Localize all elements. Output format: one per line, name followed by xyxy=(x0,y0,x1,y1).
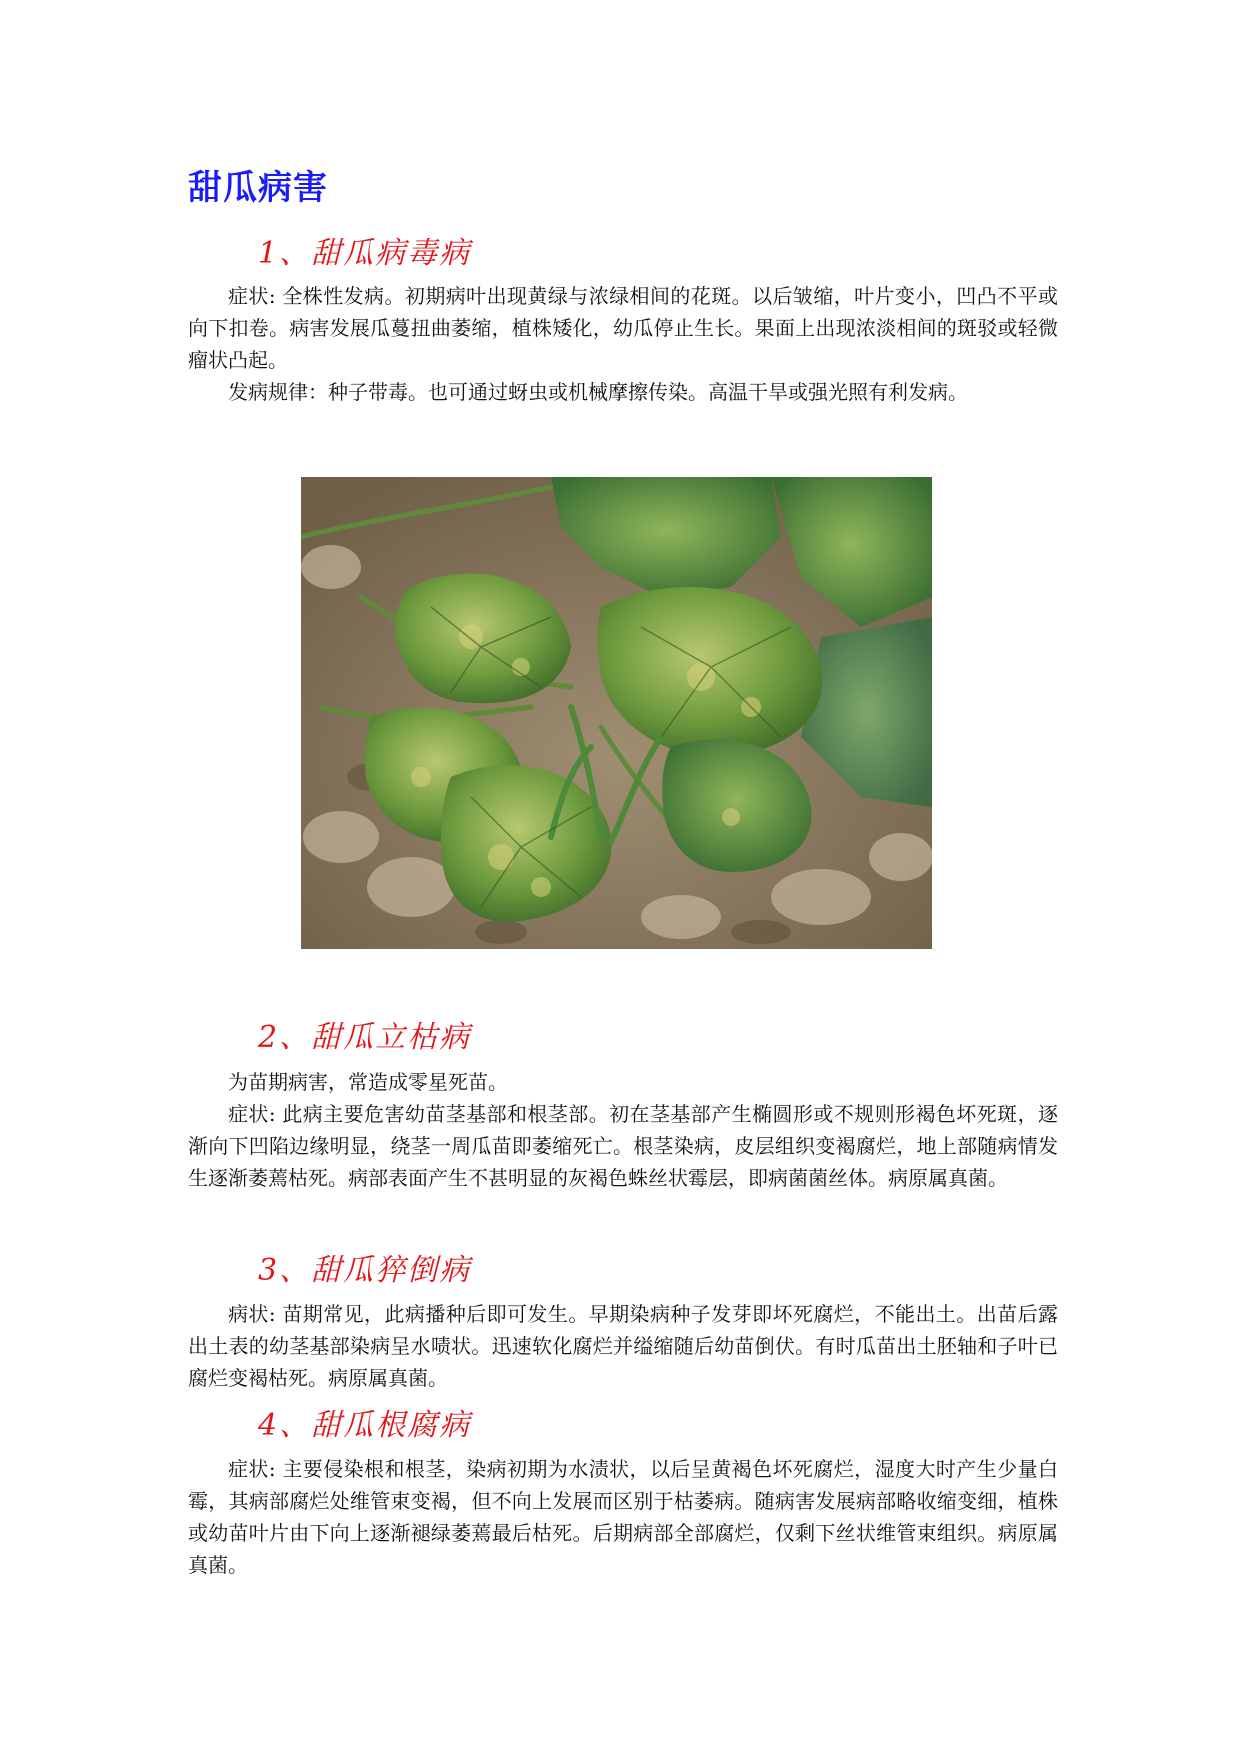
section-heading-root-rot: 4、甜瓜根腐病 xyxy=(258,1408,472,1443)
paragraph-rhizoctonia-symptoms: 症状: 此病主要危害幼苗茎基部和根茎部。初在茎基部产生椭圆形或不规则形褐色坏死斑，逐渐向下凹陷边缘明显，绕茎一周瓜苗即萎缩死亡。根茎染病，皮层组织变褐腐烂，地上部随病情发生逐渐萎蔫枯死。病部表面产生不甚明显的灰褐色蛛丝状霉层，即病菌菌丝体。病原属真菌。 xyxy=(188,1102,1058,1190)
paragraph-root-rot-symptoms: 症状: 主要侵染根和根茎，染病初期为水渍状，以后呈黄褐色坏死腐烂，湿度大时产生少量白霉，其病部腐烂处维管束变褐，但不向上发展而区别于枯萎病。随病害发展病部略收缩变细，植株或幼苗叶片由下向上逐渐褪绿萎蔫最后枯死。后期病部全部腐烂，仅剩下丝状维管束组织。病原属真菌。 xyxy=(188,1457,1058,1577)
paragraph-virus-symptoms: 症状: 全株性发病。初期病叶出现黄绿与浓绿相间的花斑。以后皱缩，叶片变小，凹凸不平或向下扣卷。病害发展瓜蔓扭曲萎缩，植株矮化，幼瓜停止生长。果面上出现浓淡相间的斑驳或轻微瘤状凸起。 xyxy=(188,284,1058,372)
melon-leaf-photo xyxy=(301,477,932,949)
section-heading-damping-rhizoctonia: 2、甜瓜立枯病 xyxy=(258,1020,472,1055)
paragraph-pythium-symptoms: 病状: 苗期常见，此病播种后即可发生。早期染病种子发芽即坏死腐烂，不能出土。出苗后露出土表的幼茎基部染病呈水啧状。迅速软化腐烂并缢缩随后幼苗倒伏。有时瓜苗出土胚轴和子叶已腐烂变褐枯死。病原属真菌。 xyxy=(188,1302,1058,1390)
page-title: 甜瓜病害 xyxy=(188,168,328,208)
section-heading-pythium: 3、甜瓜猝倒病 xyxy=(258,1253,472,1288)
paragraph-virus-pattern: 发病规律：种子带毒。也可通过蚜虫或机械摩擦传染。高温干旱或强光照有利发病。 xyxy=(228,380,968,404)
section-heading-virus: 1、甜瓜病毒病 xyxy=(258,236,472,271)
paragraph-rhizoctonia-intro: 为苗期病害，常造成零星死苗。 xyxy=(228,1070,508,1094)
